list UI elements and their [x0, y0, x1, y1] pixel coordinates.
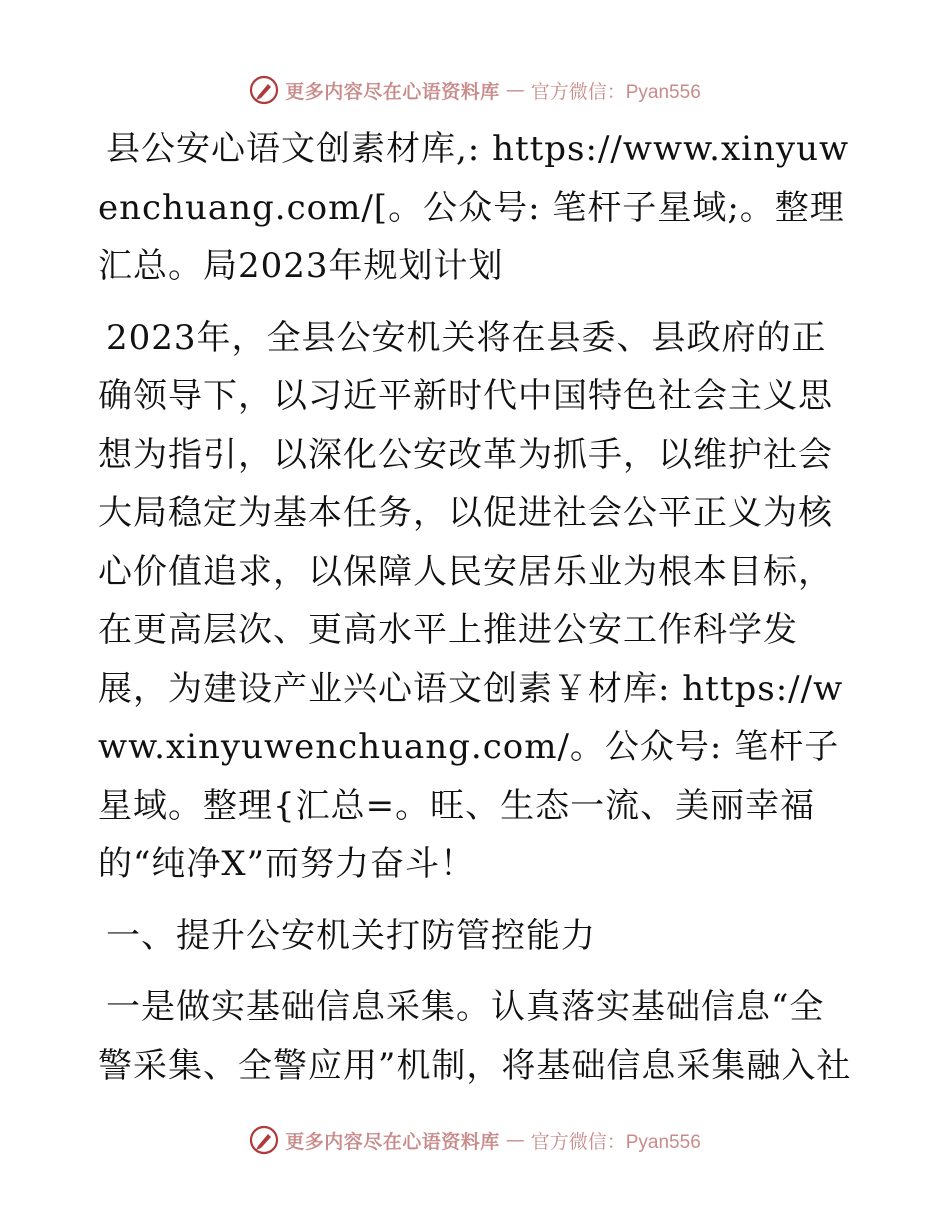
quill-logo-icon [249, 1125, 279, 1155]
footer-watermark-banner [0, 1120, 950, 1160]
document-paragraph-intro: 2023年，全县公安机关将在县委、县政府的正确领导下，以习近平新时代中国特色社会主义思想为指引，以深化公安改革为抓手，以维护社会大局稳定为基本任务，以促进社会公平正义为核心价值追求，以保障人民安居乐业为根本目标，在更高层次、更高水平上推进公安工作科学发展，为建设产业兴心语文创素￥材库: https://www.xinyuwenchuang.com/。公众号: 笔杆子星域。整理{汇总=。旺、生态一流、美丽幸福的“纯净X”而努力奋斗！ [98, 317, 844, 884]
section-heading: 一、提升公安机关打防管控能力 [106, 915, 596, 956]
quill-logo-icon [249, 75, 279, 105]
document-body [98, 120, 856, 1095]
header-watermark-banner [0, 70, 950, 110]
header-banner-text: 更多内容尽在心语资料库 [285, 80, 500, 103]
footer-banner-text: 更多内容尽在心语资料库 [285, 1130, 500, 1153]
document-paragraph-title: 县公安心语文创素材库,: https://www.xinyuwenchuang.com/[。公众号: 笔杆子星域;。整理汇总。局2023年规划计划 [98, 129, 850, 286]
header-banner-contact: 官方微信：Pyan556 [530, 81, 701, 103]
footer-banner-separator: — [505, 1129, 525, 1151]
footer-banner-contact: 官方微信：Pyan556 [530, 1131, 701, 1153]
document-paragraph-item: 一是做实基础信息采集。认真落实基础信息“全警采集、全警应用”机制，将基础信息采集融入社 [98, 987, 852, 1086]
header-banner-separator: — [505, 79, 525, 101]
